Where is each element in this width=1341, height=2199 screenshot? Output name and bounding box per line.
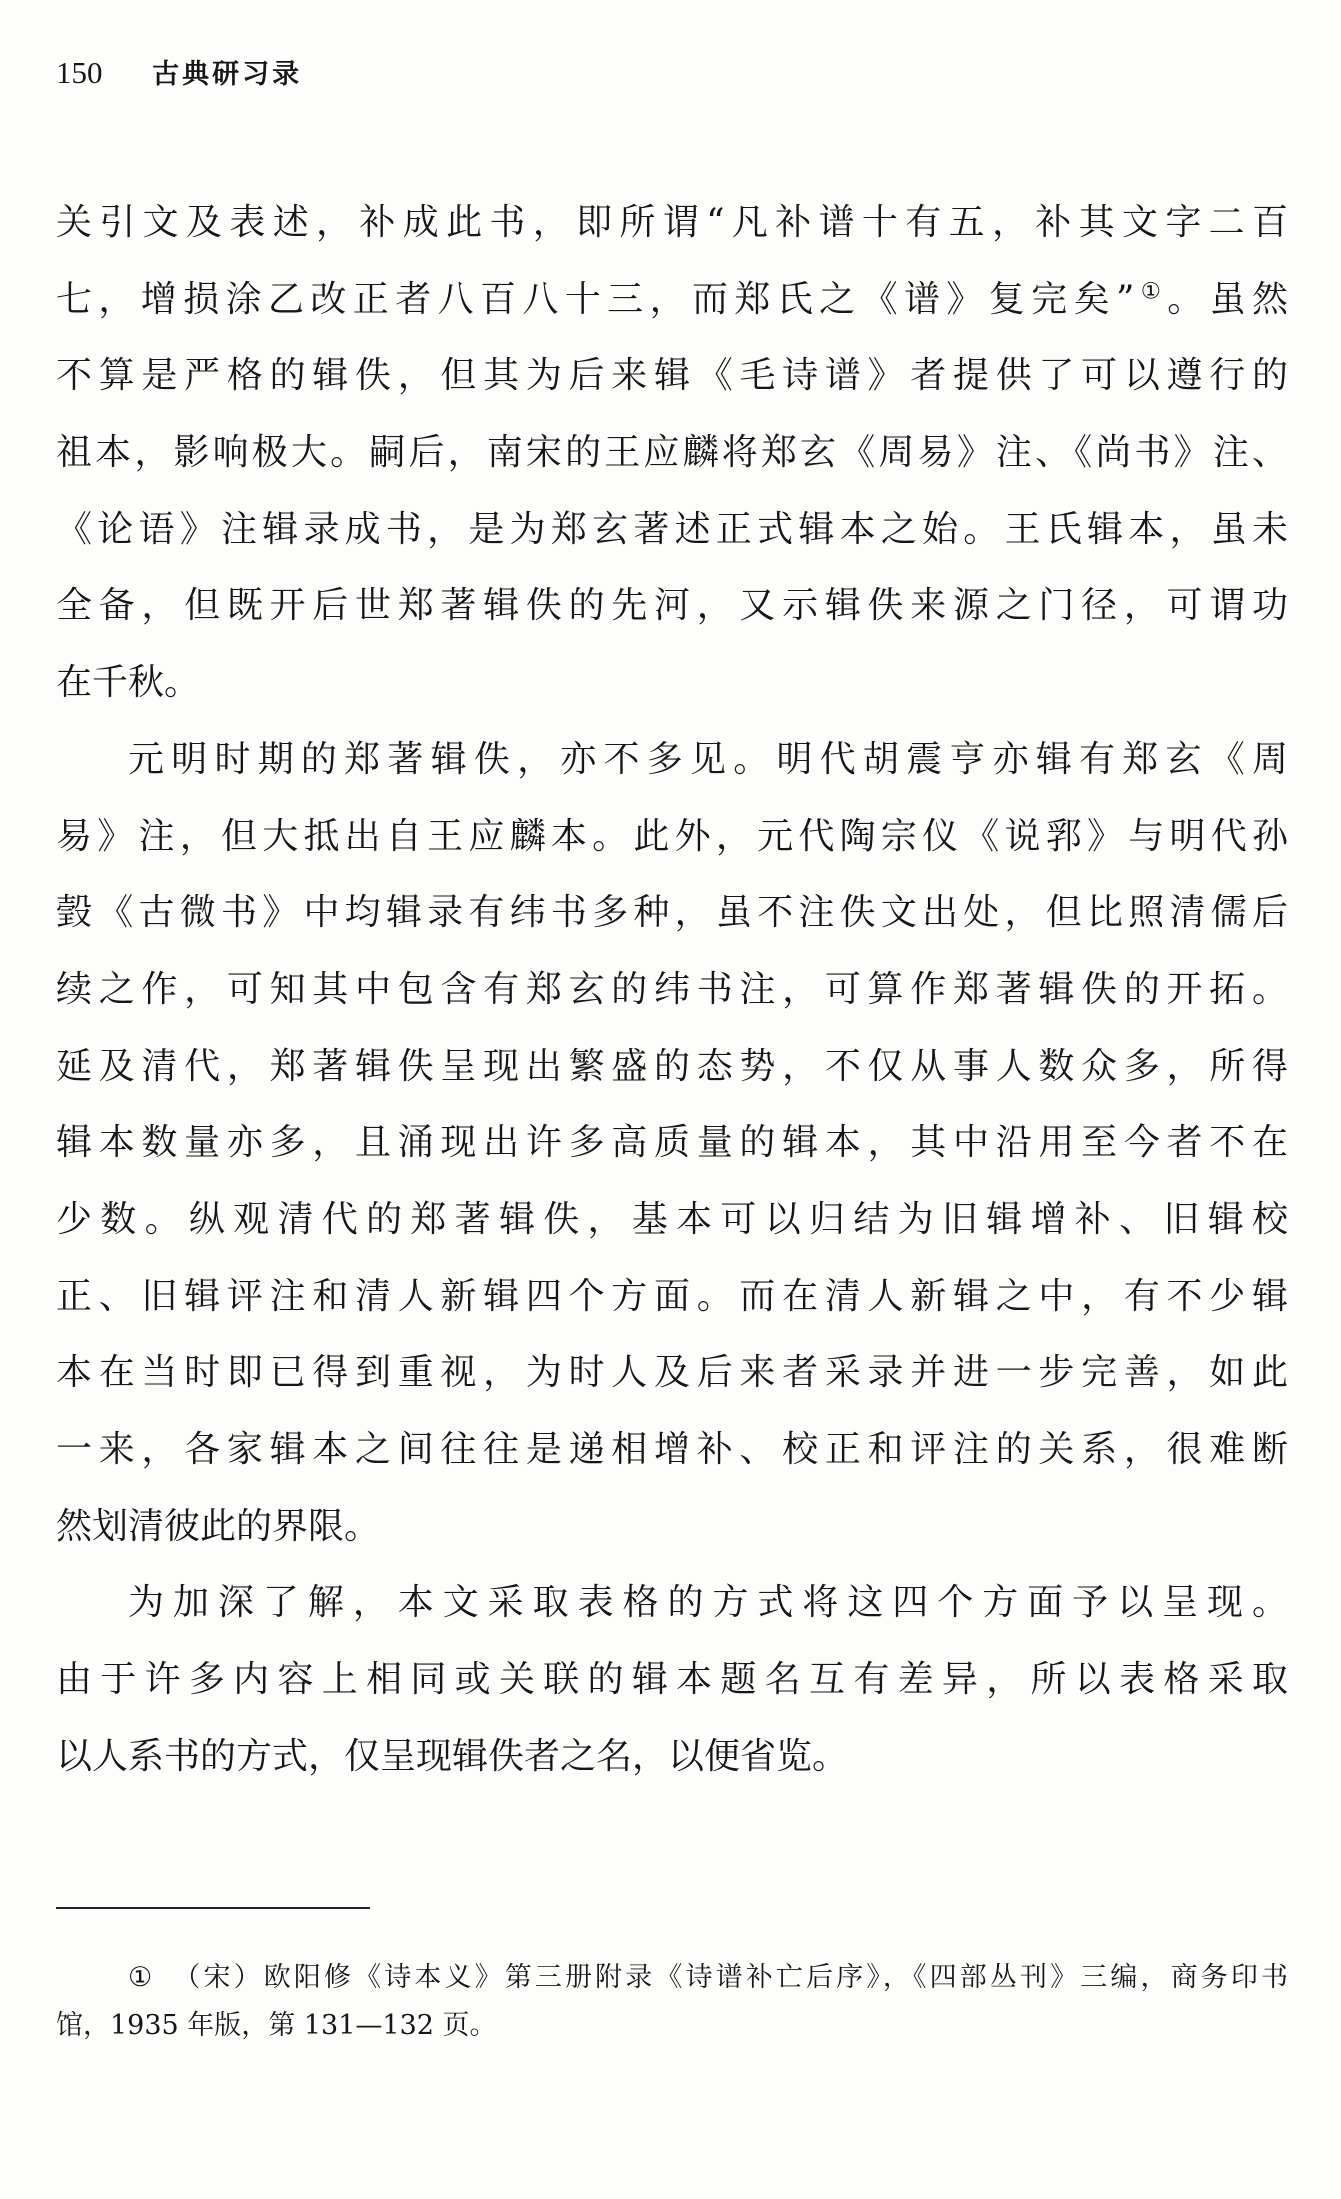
body-line: 全备，但既开后世郑著辑佚的先河，又示辑佚来源之门径，可谓功: [56, 585, 1288, 627]
running-title: 古典研习录: [152, 59, 303, 90]
footnote-divider: [56, 1907, 370, 1909]
body-line: 延及清代，郑著辑佚呈现出繁盛的态势，不仅从事人数众多，所得: [56, 1045, 1288, 1087]
footnote-line: [56, 1954, 1288, 2002]
page-number: 150: [56, 55, 103, 90]
body-line: 本在当时即已得到重视，为时人及后来者采录并进一步完善，如此: [56, 1352, 1288, 1394]
footnotes: [56, 1954, 1288, 2050]
body-line: 祖本，影响极大。嗣后，南宋的王应麟将郑玄《周易》注、《尚书》注、: [56, 432, 1288, 474]
body-line: 元明时期的郑著辑佚，亦不多见。明代胡震亨亦辑有郑玄《周: [128, 738, 1288, 780]
body-line: 关引文及表述，补成此书，即所谓“凡补谱十有五，补其文字二百: [56, 202, 1288, 243]
body-line: 不算是严格的辑佚，但其为后来辑《毛诗谱》者提供了可以遵行的: [56, 355, 1288, 397]
footnote-line: 馆，1935 年版，第 131—132 页。: [56, 2010, 497, 2041]
body-line: 少数。纵观清代的郑著辑佚，基本可以归结为旧辑增补、旧辑校: [56, 1198, 1288, 1240]
body-line: 由于许多内容上相同或关联的辑本题名互有差异，所以表格采取: [56, 1659, 1288, 1701]
footnote-text: （宋）欧阳修《诗本义》第三册附录《诗谱补亡后序》，《四部丛刊》三编，商务印书: [173, 1962, 1288, 1993]
body-line-text: 。虽然: [1167, 278, 1288, 320]
body-line: 《论语》注辑录成书，是为郑玄著述正式辑本之始。王氏辑本，虽未: [56, 508, 1288, 550]
body-line-text: 七，增损涂乙改正者八百八十三，而郑氏之《谱》复完矣”: [56, 278, 1135, 320]
page-header: [56, 53, 656, 93]
body-line: 为加深了解，本文采取表格的方式将这四个方面予以呈现。: [128, 1582, 1288, 1624]
body-line: 瑴《古微书》中均辑录有纬书多种，虽不注佚文出处，但比照清儒后: [56, 892, 1288, 934]
body-line: 然划清彼此的界限。: [56, 1505, 381, 1547]
footnote-ref: ①: [1134, 278, 1168, 305]
footnote-marker: ①: [128, 1962, 156, 1993]
body-line: 辑本数量亦多，且涌现出许多高质量的辑本，其中沿用至今者不在: [56, 1122, 1288, 1164]
body-line: 一来，各家辑本之间往往是递相增补、校正和评注的关系，很难断: [56, 1429, 1288, 1470]
body-line: 以人系书的方式，仅呈现辑佚者之名，以便省览。: [56, 1735, 849, 1777]
body-line: 正、旧辑评注和清人新辑四个方面。而在清人新辑之中，有不少辑: [56, 1275, 1288, 1317]
body-line: 在千秋。: [56, 662, 201, 704]
body-line: 续之作，可知其中包含有郑玄的纬书注，可算作郑著辑佚的开拓。: [56, 968, 1288, 1010]
body-line: 易》注，但大抵出自王应麟本。此外，元代陶宗仪《说郛》与明代孙: [56, 815, 1288, 857]
body-line: [56, 262, 1288, 339]
body-text: [56, 185, 1288, 1795]
